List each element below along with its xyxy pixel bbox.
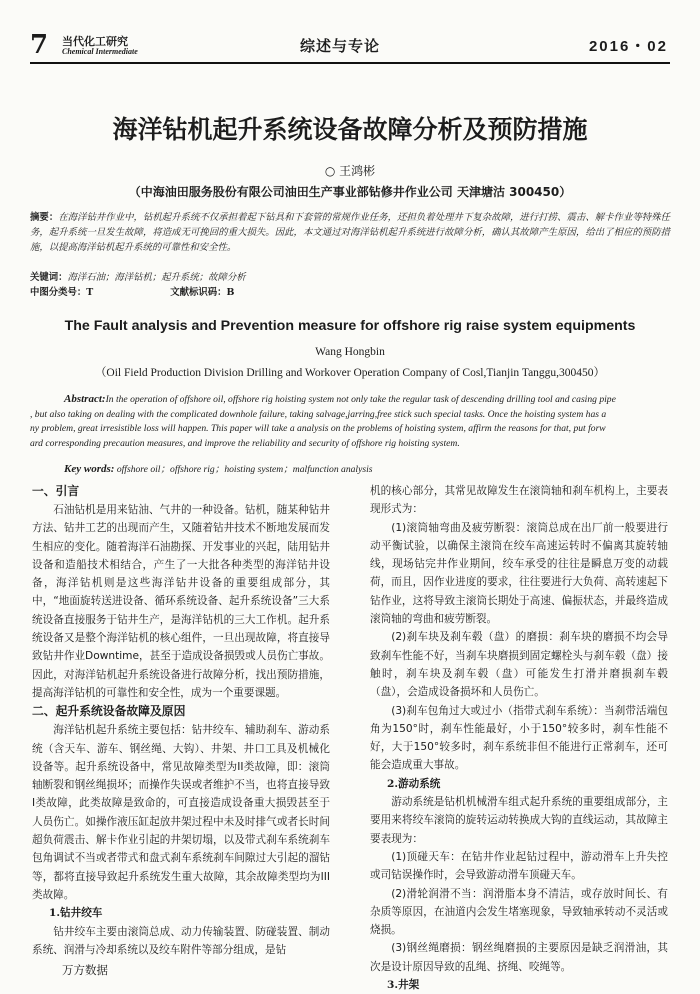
paragraph-travelling-system: 游动系统是钻机机械滑车组式起升系统的重要组成部分，主要用来将绞车滚筒的旋转运动转换成大钩的直线运动，其故障主要表现为： — [370, 796, 668, 845]
clc-label: 中图分类号： — [30, 287, 87, 298]
paragraph-brake-angle: (3)刹车包角过大或过小（指带式刹车系统）：当刹带活端包角为150°时，刹车性能最好，小于150°较多时，刹车性能不好，大于150°较多时，刹车系统非但不能进行正常刹车，还可能会造成重大事故。 — [370, 704, 668, 772]
body-left-column — [32, 482, 330, 959]
keywords-en-label: Key words: — [64, 463, 115, 475]
abstract-cn — [30, 210, 670, 255]
keywords-en — [64, 461, 664, 475]
journal-name-en: Chemical Intermediate — [62, 47, 138, 56]
header-divider — [30, 62, 670, 64]
keywords-cn-label: 关键词： — [30, 272, 68, 283]
doc-code-label: 文献标识码： — [170, 287, 227, 298]
paragraph-brake-wear: (2)刹车块及刹车毂（盘）的磨损：刹车块的磨损不均会导致刹车性能不好，当刹车块磨损到固定螺栓头与刹车毂（盘）接触时，刹车块及刹车毂（盘）可能发生打滑并磨损刹车毂（盘），会造成设备损坏和人员伤亡。 — [370, 631, 668, 699]
subsection-2-2-heading: 2.游动系统 — [386, 777, 441, 790]
abstract-cn-text: 在海洋钻井作业中，钻机起升系统不仅承担着起下钻具和下套管的常规作业任务，还担负着处理井下复杂故障，进行打捞、震击、解卡作业等特殊任务，起升系统一旦发生故障，将造成无可挽回的重大损失。因此，本文通过对海洋钻机起升系统进行故障分析，确认其故障产生原因，给出了相应的预防措施，以提高海洋钻机起升系统的可靠性和安全性。 — [30, 212, 670, 253]
title-cn: 海洋钻机起升系统设备故障分析及预防措施 — [112, 115, 588, 144]
section-1-heading: 一、引言 — [32, 484, 80, 498]
keywords-cn-text: 海洋石油；海洋钻机；起升系统；故障分析 — [67, 272, 246, 283]
classification-line — [30, 285, 670, 300]
paragraph-wire-rope-wear: (3)钢丝绳磨损：钢丝绳磨损的主要原因是缺乏润滑油，其次是设计原因导致的乱绳、挤绳、咬绳等。 — [370, 942, 668, 973]
title-en: The Fault analysis and Prevention measure for offshore rig raise system equipments — [64, 318, 636, 334]
abstract-en-line2: , but also taking on dealing with the complicated downhole failure, taking salvage,jarring,free stick such special tasks. Once the hoisting system has a — [30, 408, 607, 420]
body-right-column — [370, 482, 668, 994]
abstract-cn-label: 摘要： — [30, 212, 59, 223]
abstract-en-line3: ny problem, great irresistible loss will happen. This paper will take a analysis on the problems of hoisting system, affirm the reasons for that, put forw — [30, 423, 606, 434]
affiliation-en: （Oil Field Production Division Drilling and Workover Operation Company of Cosl,Tianjin Tanggu,300450） — [94, 367, 606, 379]
paragraph-crown-collision: (1)顶碰天车：在钻井作业起钻过程中，游动滑车上升失控或司钻误操作时，会导致游动滑车顶碰天车。 — [370, 850, 668, 882]
issue-number: 2016・02 — [588, 38, 668, 55]
section-2-heading: 二、起升系统设备故障及原因 — [32, 704, 186, 719]
footer-watermark: 万方数据 — [62, 963, 108, 977]
subsection-2-3-heading: 3.井架 — [386, 979, 420, 992]
subsection-2-1-paragraph: 钻井绞车主要由滚筒总成、动力传输装置、防碰装置、制动系统、润滑与冷却系统以及绞车附件等部分组成，是钻 — [32, 925, 330, 956]
affiliation-cn: （中海油田服务股份有限公司油田生产事业部钻修井作业公司 天津塘沽 300450） — [128, 185, 572, 199]
clc-value: T — [86, 287, 94, 298]
doc-code-value: B — [226, 287, 235, 298]
section-1-paragraph: 石油钻机是用来钻油、气井的一种设备。钻机，随某种钻井方法、钻井工艺的出现而产生，又随着钻井技术不断地发展而发生相应的变化。随着海洋石油勘探、开发事业的兴起，陆用钻井设备和造船技术相结合，产生了一大批各种类型的海洋钻井设备，海洋钻机则是这些海洋钻井设备的重要组成部分，其中，“地面旋转送进设备、循环系统设备、起升系统设备”三大系统设备直接服务于钻井生产，是海洋钻机的三大工作机。起升系统设备又是整个海洋钻机的核心组件，一旦出现故障，将直接导致钻井作业Downtime，甚至于造成设备损毁或人员伤亡事故。因此，对海洋钻机起升系统设备进行故障分析，找出预防措施，提高海洋钻机的可靠性和安全性，成为一个重要课题。 — [32, 504, 330, 699]
author-en: Wang Hongbin — [315, 346, 385, 358]
paragraph-drum-shaft: (1)滚筒轴弯曲及疲劳断裂：滚筒总成在出厂前一般要进行动平衡试验，以确保主滚筒在绞车高速运转时不偏离其旋转轴线，现场钻完井作业期间，绞车承受的往往是瞬息万变的动载荷，而且，因作业进度的要求，往往要进行大负荷、高转速起下钻作业，这将导致主滚筒长期处于高速、偏振状态，并最终造成滚筒轴的弯曲和疲劳断裂。 — [370, 521, 668, 626]
abstract-en — [30, 392, 670, 451]
keywords-cn — [30, 270, 670, 285]
author-cn: ○ 王鸿彬 — [324, 164, 376, 178]
journal-name-cn: 当代化工研究 — [62, 35, 128, 48]
column-name: 综述与专论 — [300, 37, 381, 55]
abstract-en-label: Abstract: — [64, 393, 106, 405]
page-number: 7 — [30, 30, 49, 60]
paragraph-continued: 机的核心部分，其常见故障发生在滚筒轴和刹车机构上，主要表现形式为： — [370, 485, 668, 516]
keywords-en-text: offshore oil；offshore rig；hoisting system；malfunction analysis — [116, 464, 373, 475]
abstract-en-line4: ard corresponding precaution measures, and improve the reliability and security of offshore rig hoisting system. — [30, 437, 460, 449]
paragraph-pulley-lubrication: (2)滑轮润滑不当：润滑脂本身不清洁，或存放时间长、有杂质等原因，在油道内会发生堵塞现象，导致轴承转动不灵活或烧损。 — [370, 887, 668, 937]
abstract-en-line1: In the operation of offshore oil, offshore rig hoisting system not only take the regular task of descending drilling tool and casing pipe — [105, 394, 616, 405]
section-2-paragraph: 海洋钻机起升系统主要包括：钻井绞车、辅助刹车、游动系统（含天车、游车、钢丝绳、大钩）、井架、井口工具及机械化设备等。起升系统设备中，常见故障类型为II类故障，即：滚筒轴断裂和钢丝绳损坏；而操作失误或者维护不当，也将直接导致I类故障，此类故障是致命的，可直接造成设备重大损毁甚至于人员伤亡。如操作液压缸起放井架过程中未及时排气或者长时间超负荷震击、解卡作业引起的井架切塌，以及带式刹车系统刹车包角调试不当或者带式和盘式刹车系统刹车间隙过大引起的溜钻等，都将直接导致起升系统发生重大故障，其余故障类型均为III类故障。 — [32, 724, 330, 901]
subsection-2-1-heading: 1.钻井绞车 — [48, 907, 103, 920]
